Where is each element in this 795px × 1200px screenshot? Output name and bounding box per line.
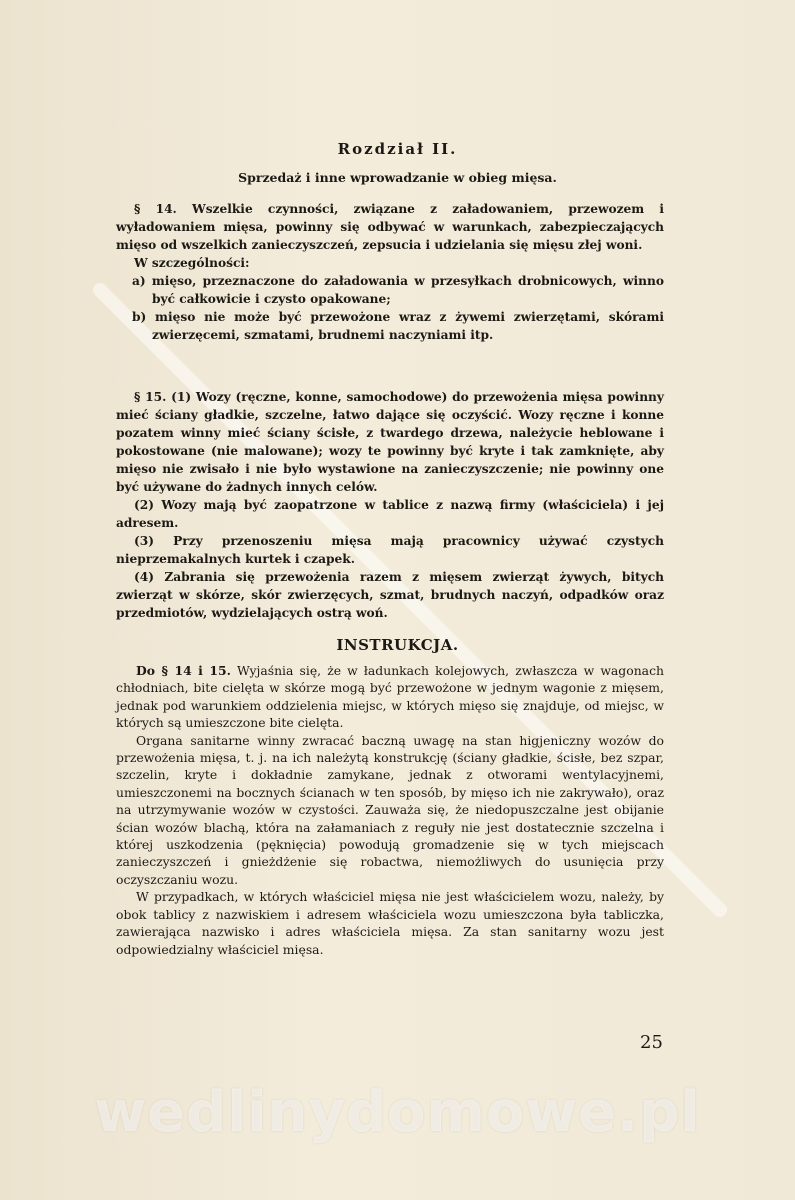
instruction-lead: Do § 14 i 15. — [136, 663, 231, 678]
s14-in-particular: W szczególności: — [134, 256, 250, 270]
page-number: 25 — [640, 1032, 663, 1053]
instruction-paragraph-1 — [116, 662, 664, 732]
instruction-paragraph-3: W przypadkach, w których właściciel mięsa nie jest właścicielem wozu, należy, by obok tablicy z nazwiskiem i adresem właściciela wozu umieszczona była tabliczka, zawierająca nazwisko i adres właściciela mięsa. Za stan sanitarny wozu jest odpowiedzialny właściciel mięsa. — [116, 889, 664, 957]
section-14 — [116, 200, 664, 344]
s15-paragraph-3: (3) Przy przenoszeniu mięsa mają pracownicy używać czystych nieprzemakalnych kurtek i czapek. — [116, 534, 664, 566]
s14-paragraph: § 14. Wszelkie czynności, związane z załadowaniem, przewozem i wyładowaniem mięsa, powinny się odbywać w warunkach, zabezpieczających mięso od wszelkich zanieczyszczeń, zepsucia i udzielania się mięsu złej woni. — [116, 202, 664, 252]
s15-paragraph-4: (4) Zabrania się przewożenia razem z mięsem zwierząt żywych, bitych zwierząt w skórze, skór zwierzęcych, szmat, brudnych naczyń, odpadków oraz przedmiotów, wydzielających ostrą woń. — [116, 570, 664, 620]
section-15 — [116, 388, 664, 622]
instruction-heading: INSTRUKCJA. — [336, 636, 459, 654]
instruction-p1-text: Wyjaśnia się, że w ładunkach kolejowych, zwłaszcza w wagonach chłodniach, bite cielęta w skórze mogą być przewożone w jednym wagonie z mięsem, jednak pod warunkiem oddzielenia miejsc, w których mięso się znajduje, od miejsc, w których są umieszczone bite cielęta. — [116, 663, 664, 731]
s15-paragraph-2: (2) Wozy mają być zaopatrzone w tablice z nazwą firmy (właściciela) i jej adresem. — [116, 498, 664, 530]
chapter-title: Rozdział II. — [337, 140, 458, 158]
s14-item-b: b) mięso nie może być przewożone wraz z żywemi zwierzętami, skórami zwierzęcemi, szmatami, brudnemi naczyniami itp. — [132, 310, 664, 342]
s15-paragraph-1: § 15. (1) Wozy (ręczne, konne, samochodowe) do przewożenia mięsa powinny mieć ściany gładkie, szczelne, łatwo dające się oczyścić. Wozy ręczne i konne pozatem winny mieć ściany ścisłe, z twardego drzewa, należycie heblowane i pokostowane (nie malowane); wozy te powinny być kryte i tak zamknięte, aby mięso nie zwisało i nie było wystawione na zanieczyszczenie; nie powinny one być używane do żadnych innych celów. — [116, 390, 664, 494]
chapter-subtitle: Sprzedaż i inne wprowadzanie w obieg mięsa. — [238, 170, 557, 185]
watermark: wedlinydomowe.pl — [94, 1080, 701, 1145]
s14-item-a: a) mięso, przeznaczone do załadowania w przesyłkach drobnicowych, winno być całkowicie i czysto opakowane; — [132, 274, 664, 306]
instruction-paragraph-2: Organa sanitarne winny zwracać baczną uwagę na stan higjeniczny wozów do przewożenia mięsa, t. j. na ich należytą konstrukcję (ściany gładkie, ścisłe, bez szpar, szczelin, kryte i dokładnie zamykane, jednak z otworami wentylacyjnemi, umieszczonemi na bocznych ścianach w ten sposób, by mięso ich nie zakrywało), oraz na utrzymywanie wozów w czystości. Zauważa się, że niedopuszczalne jest obijanie ścian wozów blachą, która na załamaniach z reguły nie jest dostatecznie szczelna i której uszkodzenia (pęknięcia) powodują gromadzenie się w tych miejscach zanieczyszczeń i gnieżdżenie się robactwa, niemożliwych do usunięcia przy oczyszczaniu wozu. — [116, 732, 664, 887]
instruction-body — [116, 662, 664, 958]
